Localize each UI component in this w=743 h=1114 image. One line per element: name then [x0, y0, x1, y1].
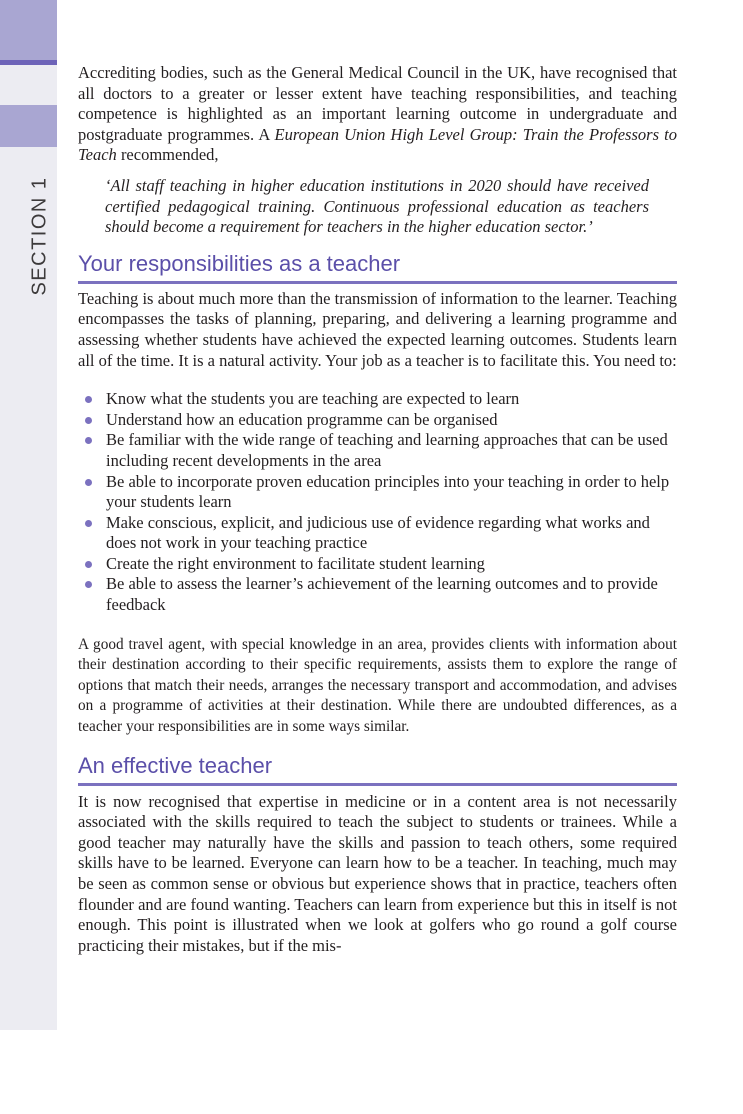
bullet-icon	[85, 417, 92, 424]
list-item	[78, 574, 677, 615]
list-item-text: Understand how an education programme can be organised	[106, 409, 498, 429]
side-tab-top	[0, 0, 57, 60]
teaching-paragraph: Teaching is about much more than the transmission of information to the learner. Teaching encompasses the tasks of planning, preparing, and delivering a learning programme and assessing whether students have achieved the expected learning outcomes. Students learn all of the time. It is a natural activity. Your job as a teacher is to facilitate this. You need to:	[78, 288, 677, 370]
side-tab-mid	[0, 105, 57, 147]
section-label: SECTION 1	[28, 176, 51, 296]
list-item	[78, 513, 677, 554]
list-item-text: Know what the students you are teaching are expected to learn	[106, 389, 520, 409]
heading-effective-teacher: An effective teacher	[78, 752, 677, 786]
bullet-icon	[85, 396, 92, 403]
list-item	[78, 554, 677, 575]
intro-text-b: recommended,	[116, 145, 219, 165]
block-quote: ‘All staff teaching in higher education institutions in 2020 should have received certified pedagogical training. Continuous professional education as teachers should become a requirement for teachers in the higher education sector.’	[105, 175, 649, 237]
list-item	[78, 430, 677, 471]
list-item-text: Be able to incorporate proven education principles into your teaching in order to help your students learn	[106, 471, 670, 512]
bullet-icon	[85, 479, 92, 486]
bullet-icon	[85, 437, 92, 444]
list-item-text: Be able to assess the learner’s achievement of the learning outcomes and to provide feedback	[106, 574, 658, 615]
responsibilities-list	[78, 389, 677, 616]
list-item-text: Be familiar with the wide range of teaching and learning approaches that can be used including recent developments in the area	[106, 430, 668, 470]
intro-text-a: Accrediting bodies, such as the General Medical Council in the UK, have recognised that all doctors to a greater or lesser extent have teaching responsibilities, and teaching competence is highlighted as an important learning outcome in undergraduate and postgraduate programmes. A	[78, 63, 677, 144]
list-item-text: Make conscious, explicit, and judicious use of evidence regarding what works and does not work in your teaching practice	[106, 512, 650, 553]
intro-paragraph	[78, 63, 677, 166]
bullet-icon	[85, 581, 92, 588]
list-item	[78, 472, 677, 513]
intro-report-title: European Union High Level Group: Train the Professors to Teach	[78, 124, 677, 165]
bullet-icon	[85, 520, 92, 527]
side-margin-band	[0, 0, 57, 1030]
heading-responsibilities: Your responsibilities as a teacher	[78, 250, 677, 284]
bullet-icon	[85, 561, 92, 568]
list-item-text: Create the right environment to facilitate student learning	[106, 553, 485, 573]
page-content	[78, 63, 677, 956]
effective-teacher-paragraph: It is now recognised that expertise in medicine or in a content area is not necessarily associated with the skills required to teach the subject to students or trainees. While a good teacher may naturally have the skills and passion to teach others, some required skills have to be learned. Everyone can learn how to be a teacher. In teaching, much may be seen as common sense or obvious but experience shows that in practice, teachers often flounder and are found wanting. Teachers can learn from experience but this in itself is not enough. This point is illustrated when we look at golfers who go round a golf course practicing their mistakes, but if the mis-	[78, 791, 677, 955]
list-item	[78, 389, 677, 410]
side-tab-rule	[0, 60, 57, 65]
list-item	[78, 410, 677, 431]
travel-agent-paragraph: A good travel agent, with special knowledge in an area, provides clients with information about their destination according to their specific requirements, assists them to explore the range of options that match their needs, arranges the necessary transport and accommodation, and advises on a programme of activities at their destination. While there are undoubted differences, as a teacher your responsibilities are in some ways similar.	[78, 635, 677, 736]
